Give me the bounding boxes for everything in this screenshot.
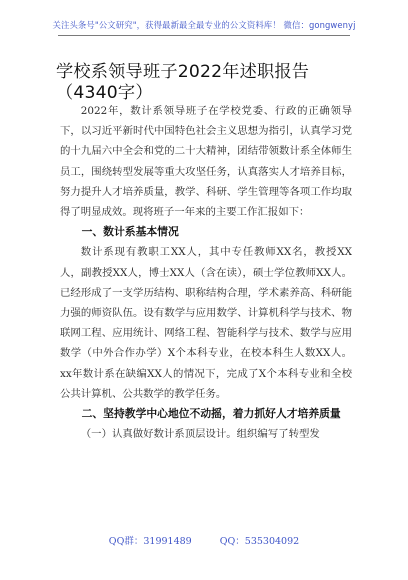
section-heading-2: 二、坚持教学中心地位不动摇，着力抓好人才培养质量 bbox=[81, 407, 341, 421]
footer-qq: QQ：535304092 bbox=[219, 536, 300, 547]
section-2-subparagraph: （一）认真做好数计系顶层设计。组织编写了转型发 bbox=[80, 428, 320, 441]
intro-paragraph: 2022年，数计系领导班子在学校党委、行政的正确领导下，以习近平新时代中国特色社会主义思想为指引，认真学习党的十九届六中全会和党的二十大精神，团结带领数计系全体师生员工，围绕转型发展等重大攻坚任务，认真落实人才培养目标，努力提升人才培养质量，教学、科研、学生管理等各项工作均取得了明显成效。现将班子一年来的主要工作汇报如下： bbox=[60, 105, 352, 219]
header-divider bbox=[58, 35, 350, 36]
header-promo-note: 关注头条号"公文研究"，获得最新最全最专业的公文资料库！ 微信：gongwenyj bbox=[52, 20, 356, 30]
section-1-paragraph: 数计系现有教职工XX人，其中专任教师XX名，教授XX人，副教授XX人，博士XX人（含在读），硕士学位教师XX人。已经形成了一支学历结构、职称结构合理，学术素养高、科研能力强的师资队伍。设有数学与应用数学、计算机科学与技术、物联网工程、应用统计、网络工程、智能科学与技术、数学与应用数学（中外合作办学）X个本科专业，在校本科生人数XX人。xx年数计系在缺编XX人的情况下，完成了X个本科专业和全校公共计算机、公共数学的教学任务。 bbox=[60, 246, 352, 400]
document-body bbox=[60, 101, 352, 444]
document-title: 学校系领导班子2022年述职报告（4340字） bbox=[56, 62, 310, 103]
section-heading-1: 一、数计系基本情况 bbox=[81, 225, 179, 239]
footer-qq-group: QQ群：31991489 bbox=[108, 536, 192, 547]
footer-contact bbox=[0, 533, 408, 547]
